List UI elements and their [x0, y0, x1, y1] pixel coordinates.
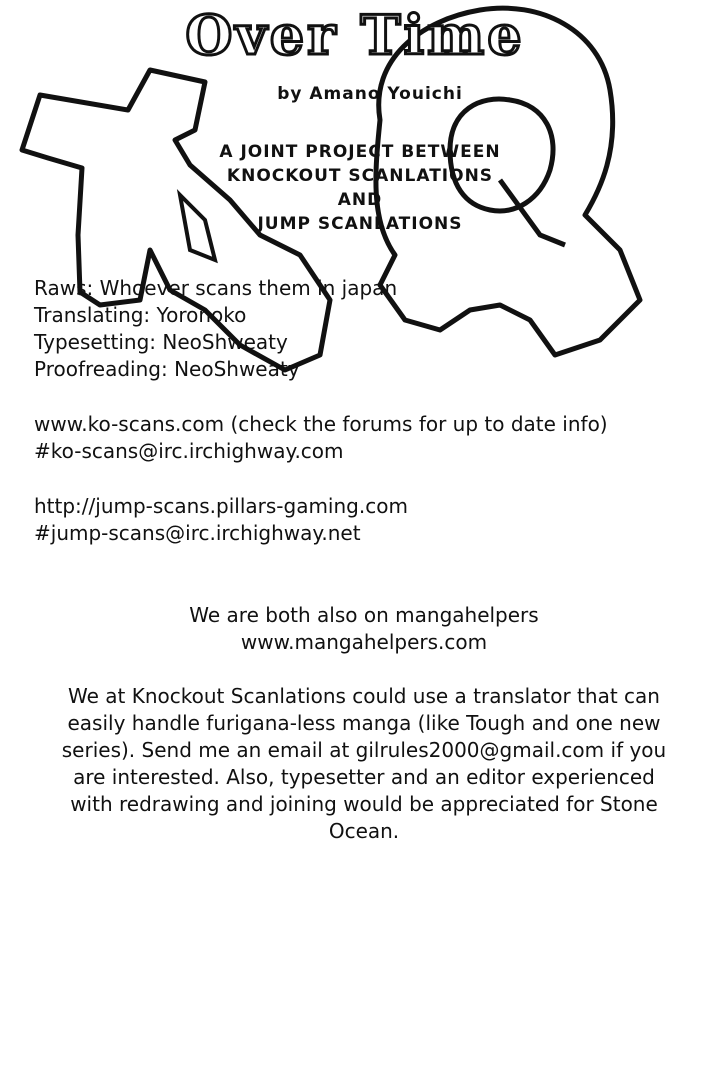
mangahelpers-text: We are both also on mangahelpers	[189, 603, 539, 627]
joint-project-notice	[150, 140, 570, 236]
mangahelpers-link[interactable]: www.mangahelpers.com	[240, 630, 488, 654]
ko-links	[34, 411, 608, 465]
manga-title: Over Time	[185, 3, 525, 67]
credits-list	[34, 275, 397, 383]
credit-translating: Translating: Yoronoko	[34, 303, 247, 327]
project-line: A JOINT PROJECT BETWEEN	[219, 142, 501, 162]
jump-irc-channel: #jump-scans@irc.irchighway.net	[34, 521, 361, 545]
credit-raws: Raws: Whoever scans them in japan	[34, 276, 398, 300]
ko-site-link[interactable]: www.ko-scans.com (check the forums for up to date info)	[34, 412, 608, 436]
recruitment-line: Ocean.	[328, 819, 400, 843]
jump-site-link[interactable]: http://jump-scans.pillars-gaming.com	[34, 494, 408, 518]
ko-irc-channel: #ko-scans@irc.irchighway.com	[34, 439, 344, 463]
project-line: AND	[337, 190, 383, 210]
project-line: JUMP SCANLATIONS	[257, 214, 463, 234]
recruitment-notice	[24, 683, 704, 845]
recruitment-line: easily handle furigana-less manga (like Tough and one new	[67, 711, 661, 735]
credit-proofreading: Proofreading: NeoShweaty	[34, 357, 300, 381]
recruitment-line: We at Knockout Scanlations could use a translator that can	[68, 684, 660, 708]
recruitment-line: series). Send me an email at gilrules2000@gmail.com if you	[61, 738, 667, 762]
recruitment-line: are interested. Also, typesetter and an editor experienced	[73, 765, 655, 789]
author-byline: by Amano Youichi	[277, 84, 463, 104]
jump-links	[34, 493, 408, 547]
project-line: KNOCKOUT SCANLATIONS	[226, 166, 494, 186]
mangahelpers-notice	[24, 602, 704, 656]
recruitment-line: with redrawing and joining would be appreciated for Stone	[70, 792, 658, 816]
credit-typesetting: Typesetting: NeoShweaty	[34, 330, 288, 354]
